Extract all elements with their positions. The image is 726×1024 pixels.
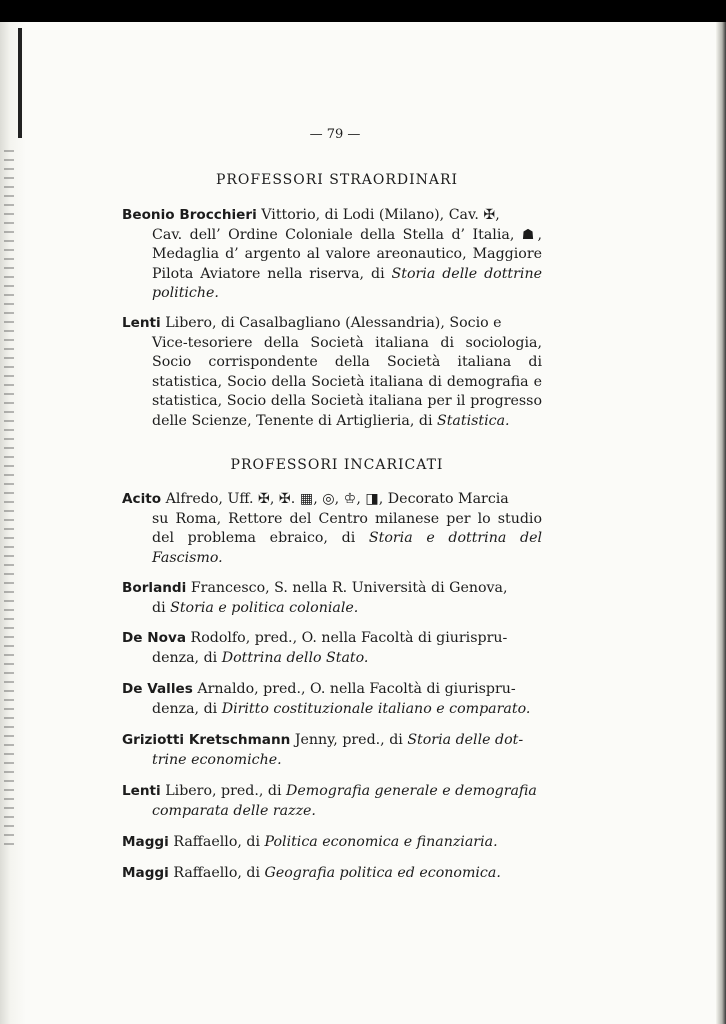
- entry-name: Lenti: [122, 315, 161, 331]
- entry-subject: Storia e politica coloniale.: [170, 599, 359, 616]
- entry-griziotti-kretschmann: [122, 731, 542, 770]
- entry-text: Vice-tesoriere della Società italiana di sociologia, Socio corrispondente della Società italiana di statistica, Socio della Società italiana di demografia e statistica, Socio della Società italiana per il progresso delle Scienze, Tenente di Artiglieria, di: [152, 334, 542, 429]
- entry-name: De Nova: [122, 630, 186, 646]
- entry-maggi-1: [122, 833, 542, 853]
- entry-text: su Roma, Rettore del Centro milanese per lo studio del problema ebraico, di: [152, 510, 542, 547]
- entry-subject: Dottrina dello Stato.: [221, 649, 369, 666]
- entry-de-nova: [122, 629, 542, 668]
- entry-maggi-2: [122, 864, 542, 884]
- entry-subject: comparata delle razze.: [152, 802, 316, 819]
- entry-first-line: Alfredo, Uff. ✠, ✠. ▦, ◎, ♔, ◨, Decorato Marcia: [165, 491, 509, 507]
- entry-borlandi: [122, 579, 542, 618]
- entry-de-valles: [122, 680, 542, 719]
- entry-subject-start: Storia delle dot-: [407, 732, 524, 748]
- entry-first-line: Libero, di Casalbagliano (Alessandria), Socio e: [165, 315, 502, 331]
- entry-name: Lenti: [122, 783, 161, 799]
- entry-text: denza, di: [152, 700, 222, 717]
- entry-lenti-incaricato: [122, 782, 542, 821]
- entry-first-line: Arnaldo, pred., O. nella Facoltà di giurispru-: [197, 681, 516, 697]
- entry-lenti: [122, 314, 542, 432]
- entry-first-line: Francesco, S. nella R. Università di Genova,: [190, 580, 508, 596]
- entry-subject: Storia delle dottrine politiche.: [152, 265, 542, 302]
- entry-first-line: Raffaello, di: [173, 834, 265, 850]
- entry-beonio-brocchieri: [122, 206, 542, 304]
- entry-first-line: Rodolfo, pred., O. nella Facoltà di giurispru-: [190, 630, 508, 646]
- entry-subject: Diritto costituzionale italiano e comparato.: [221, 700, 531, 717]
- section-title-straordinari: PROFESSORI STRAORDINARI: [215, 172, 459, 188]
- entry-subject: Storia e dottrina del Fascismo.: [152, 530, 543, 566]
- entry-first-line: Raffaello, di: [173, 865, 265, 881]
- entry-subject: Statistica.: [437, 412, 510, 429]
- entry-text: Cav. dell’ Ordine Coloniale della Stella d’ Italia, ☗, Medaglia d’ argento al valore areonautico, Maggiore Pilota Aviatore nella riserva, di: [152, 226, 542, 282]
- entry-subject: Politica economica e finanziaria.: [264, 834, 498, 850]
- entry-acito: [122, 490, 542, 568]
- entry-first-line: Jenny, pred., di: [294, 732, 408, 748]
- entry-name: De Valles: [122, 681, 193, 697]
- entry-name: Griziotti Kretschmann: [122, 732, 291, 748]
- section-title-incaricati: PROFESSORI INCARICATI: [230, 457, 444, 473]
- page-number: — 79 —: [309, 127, 361, 142]
- entry-subject-start: Demografia generale e demografia: [286, 783, 537, 799]
- entry-text: di: [152, 599, 171, 616]
- entry-subject: trine economiche.: [152, 751, 282, 768]
- entry-name: Maggi: [122, 834, 169, 850]
- entry-name: Beonio Brocchieri: [122, 207, 257, 223]
- entry-first-line: Vittorio, di Lodi (Milano), Cav. ✠,: [261, 207, 500, 223]
- entry-name: Acito: [122, 491, 162, 507]
- entry-subject: Geografia politica ed economica.: [264, 865, 501, 881]
- entry-name: Maggi: [122, 865, 169, 881]
- entry-name: Borlandi: [122, 580, 187, 596]
- entry-text: denza, di: [152, 649, 222, 666]
- entry-first-line: Libero, pred., di: [165, 783, 287, 799]
